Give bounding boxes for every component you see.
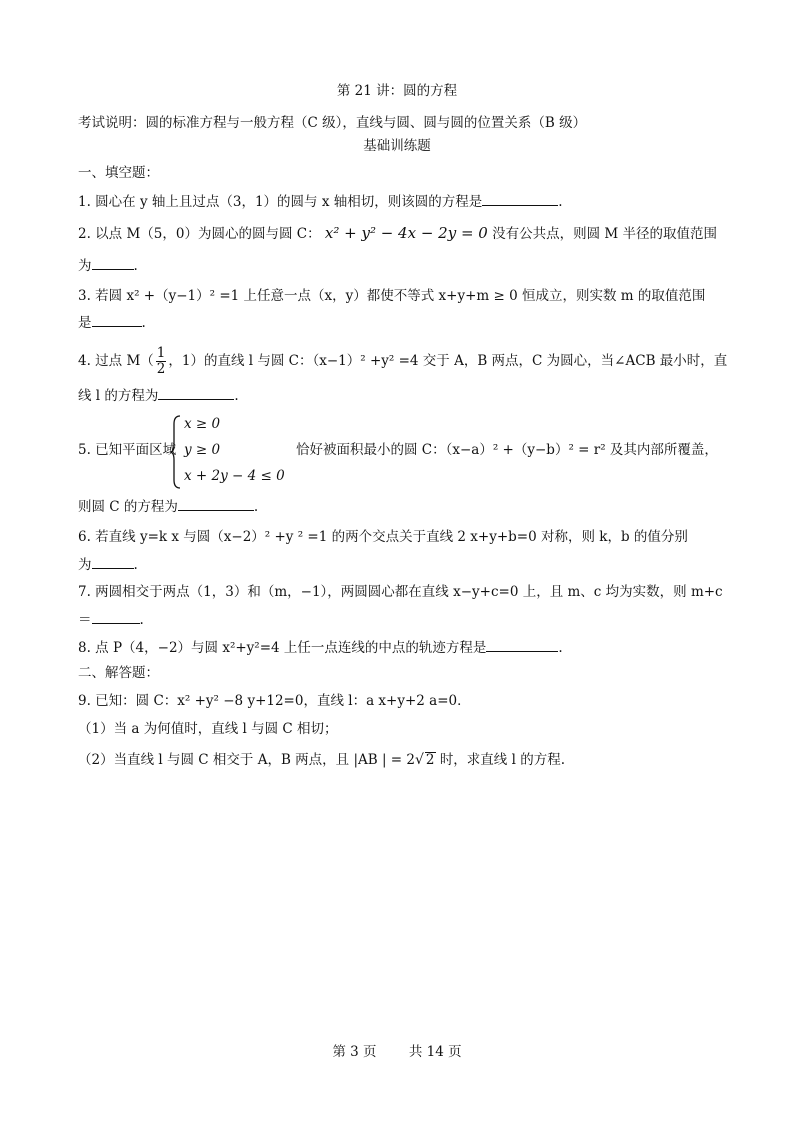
page-total: 共 14 页 [408, 1044, 462, 1060]
fraction: $\frac{1}{2}$ [156, 345, 166, 377]
problem-5: 恰好被面积最小的圆 C：（x−a）² +（y−b）² = r² 及其内部所覆盖， [296, 442, 718, 458]
problem-6: 6. 若直线 y=k x 与圆（x−2）² +y ² =1 的两个交点关于直线 2 x+y+b=0 对称，则 k，b 的值分别 [78, 529, 688, 545]
lesson-title: 第 21 讲：圆的方程 [336, 83, 458, 99]
problem-2-cont: 为 . [78, 258, 138, 274]
section-fill-in: 一、填空题： [78, 165, 159, 181]
problem-9-part-1: （1）当 a 为何值时，直线 l 与圆 C 相切； [78, 721, 338, 737]
page-footer [0, 1040, 794, 1060]
problem-7: 7. 两圆相交于两点（1，3）和（m，−1），两圆圆心都在直线 x−y+c=0 上，且 m、c 均为实数，则 m+c [78, 584, 723, 600]
answer-blank[interactable] [92, 313, 142, 327]
problem-3-cont: 是 . [78, 315, 146, 331]
problem-9: 9. 已知：圆 C：x² +y² −8 y+12=0，直线 l：a x+y+2 a=0． [78, 693, 471, 709]
answer-blank[interactable] [486, 638, 558, 652]
equation: x² + y² − 4x − 2y = 0 [324, 224, 488, 242]
left-brace-icon [170, 414, 182, 490]
exam-note: 考试说明：圆的标准方程与一般方程（C 级），直线与圆、圆与圆的位置关系（B 级） [78, 115, 587, 131]
sqrt-value: 2 [425, 752, 435, 768]
answer-blank[interactable] [158, 386, 234, 400]
problem-9-part-2: （2）当直线 l 与圆 C 相交于 A，B 两点，且 |AB | = 2√ 2 时，求直线 l 的方程. [78, 752, 566, 768]
problem-5-label: 5. 已知平面区域 [78, 442, 177, 458]
subtitle: 基础训练题 [363, 138, 431, 154]
section-answer: 二、解答题： [78, 665, 159, 681]
problem-6-cont: 为 . [78, 557, 138, 573]
problem-4: 4. 过点 M（ $\frac{1}{2}$ ，1）的直线 l 与圆 C：（x−1）² +y² =4 交于 A，B 两点，C 为圆心，当∠ACB 最小时，直 [78, 345, 728, 377]
answer-blank[interactable] [92, 256, 134, 270]
page-number: 第 3 页 [332, 1044, 377, 1060]
problem-1: 1. 圆心在 y 轴上且过点（3，1）的圆与 x 轴相切，则该圆的方程是 . [78, 194, 563, 210]
answer-blank[interactable] [92, 610, 140, 624]
answer-blank[interactable] [92, 555, 134, 569]
problem-2: 2. 以点 M（5，0）为圆心的圆与圆 C： x² + y² − 4x − 2y = 0 没有公共点，则圆 M 半径的取值范围 [78, 224, 718, 242]
problem-8: 8. 点 P（4，−2）与圆 x²+y²=4 上任一点连线的中点的轨迹方程是 . [78, 640, 563, 656]
answer-blank[interactable] [482, 192, 558, 206]
problem-3: 3. 若圆 x² +（y−1）² =1 上任意一点（x，y）都使不等式 x+y+m ≥ 0 恒成立，则实数 m 的取值范围 [78, 288, 706, 304]
answer-blank[interactable] [178, 497, 254, 511]
problem-5-cont: 则圆 C 的方程为 . [78, 499, 259, 515]
inequality-system: x ≥ 0 y ≥ 0 x + 2y − 4 ≤ 0 [170, 414, 285, 490]
problem-4-cont: 线 l 的方程为 . [78, 388, 239, 404]
problem-7-cont: ＝ . [78, 612, 144, 628]
